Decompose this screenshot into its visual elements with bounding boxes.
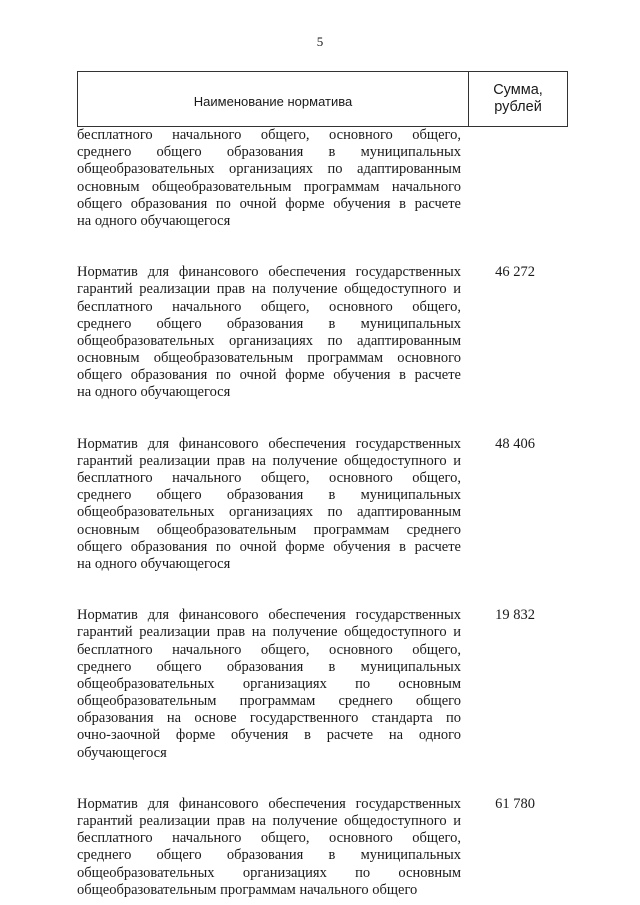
header-name-column: Наименование норматива <box>78 72 469 126</box>
norm-description <box>77 796 461 899</box>
description-line: среднего общего образования в муниципальных <box>77 315 461 332</box>
description-line: общего образования по очной форме обучения в расчете <box>77 538 461 555</box>
description-line: общеобразовательных организациях по основным <box>77 864 461 881</box>
description-line: гарантий реализации прав на получение общедоступного и <box>77 452 461 469</box>
description-line: очно-заочной форме обучения в расчете на одного <box>77 727 461 744</box>
description-line: общеобразовательным программам среднего общего <box>77 693 461 710</box>
row-gap <box>77 573 568 607</box>
row-gap <box>77 230 568 264</box>
description-line: среднего общего образования в муниципальных <box>77 847 461 864</box>
table-row <box>77 127 568 230</box>
description-line: бесплатного начального общего, основного общего, <box>77 641 461 658</box>
description-line: среднего общего образования в муниципальных <box>77 658 461 675</box>
description-line: общеобразовательных организациях по адаптированным <box>77 161 461 178</box>
description-line: на одного обучающегося <box>77 212 231 229</box>
description-line: основным общеобразовательным программам основного <box>77 350 461 367</box>
description-line: Норматив для финансового обеспечения государственных <box>77 435 461 452</box>
description-line: на одного обучающегося <box>77 384 231 401</box>
description-line: среднего общего образования в муниципальных <box>77 487 461 504</box>
description-line: бесплатного начального общего, основного общего, <box>77 298 461 315</box>
description-line: общего образования по очной форме обучения в расчете <box>77 195 461 212</box>
description-line: общеобразовательных организациях по адаптированным <box>77 504 461 521</box>
description-line: среднего общего образования в муниципальных <box>77 144 461 161</box>
norm-amount: 46 272 <box>495 264 535 281</box>
table-body <box>77 127 568 899</box>
description-line: обучающегося <box>77 744 167 761</box>
norm-description <box>77 607 461 762</box>
row-gap <box>77 402 568 436</box>
norm-amount <box>461 127 568 230</box>
table-row <box>77 264 568 402</box>
description-line: основным общеобразовательным программам начального <box>77 178 461 195</box>
table-row <box>77 436 568 574</box>
description-line: основным общеобразовательным программам среднего <box>77 521 461 538</box>
norm-description <box>77 127 461 230</box>
description-line: Норматив для финансового обеспечения государственных <box>77 264 461 281</box>
description-line: на одного обучающегося <box>77 555 231 572</box>
description-line: Норматив для финансового обеспечения государственных <box>77 795 461 812</box>
description-line: гарантий реализации прав на получение общедоступного и <box>77 624 461 641</box>
header-sum-label: Сумма, рублей <box>493 82 543 115</box>
norm-description <box>77 436 461 574</box>
description-line: бесплатного начального общего, основного общего, <box>77 830 461 847</box>
norm-amount: 19 832 <box>495 607 535 624</box>
page-number: 5 <box>316 34 324 49</box>
description-line: общего образования по очной форме обучения в расчете <box>77 367 461 384</box>
description-line: Норматив для финансового обеспечения государственных <box>77 607 461 624</box>
norm-description <box>77 264 461 402</box>
description-line: гарантий реализации прав на получение общедоступного и <box>77 813 461 829</box>
description-line: образования на основе государственного стандарта по <box>77 710 461 727</box>
description-line: общеобразовательных организациях по основным <box>77 675 461 692</box>
table-row <box>77 796 568 899</box>
description-line: общеобразовательным программам начального общего <box>77 881 418 898</box>
norm-amount: 61 780 <box>495 795 535 812</box>
description-line: общеобразовательных организациях по адаптированным <box>77 332 461 349</box>
description-line: гарантий реализации прав на получение общедоступного и <box>77 281 461 298</box>
table-row <box>77 607 568 762</box>
norms-table <box>77 71 568 899</box>
norm-amount: 48 406 <box>495 435 535 452</box>
description-line: бесплатного начального общего, основного общего, <box>77 470 461 486</box>
table-header <box>77 71 568 127</box>
description-line: бесплатного начального общего, основного общего, <box>77 127 461 143</box>
row-gap <box>77 762 568 796</box>
header-sum-column <box>469 72 567 126</box>
